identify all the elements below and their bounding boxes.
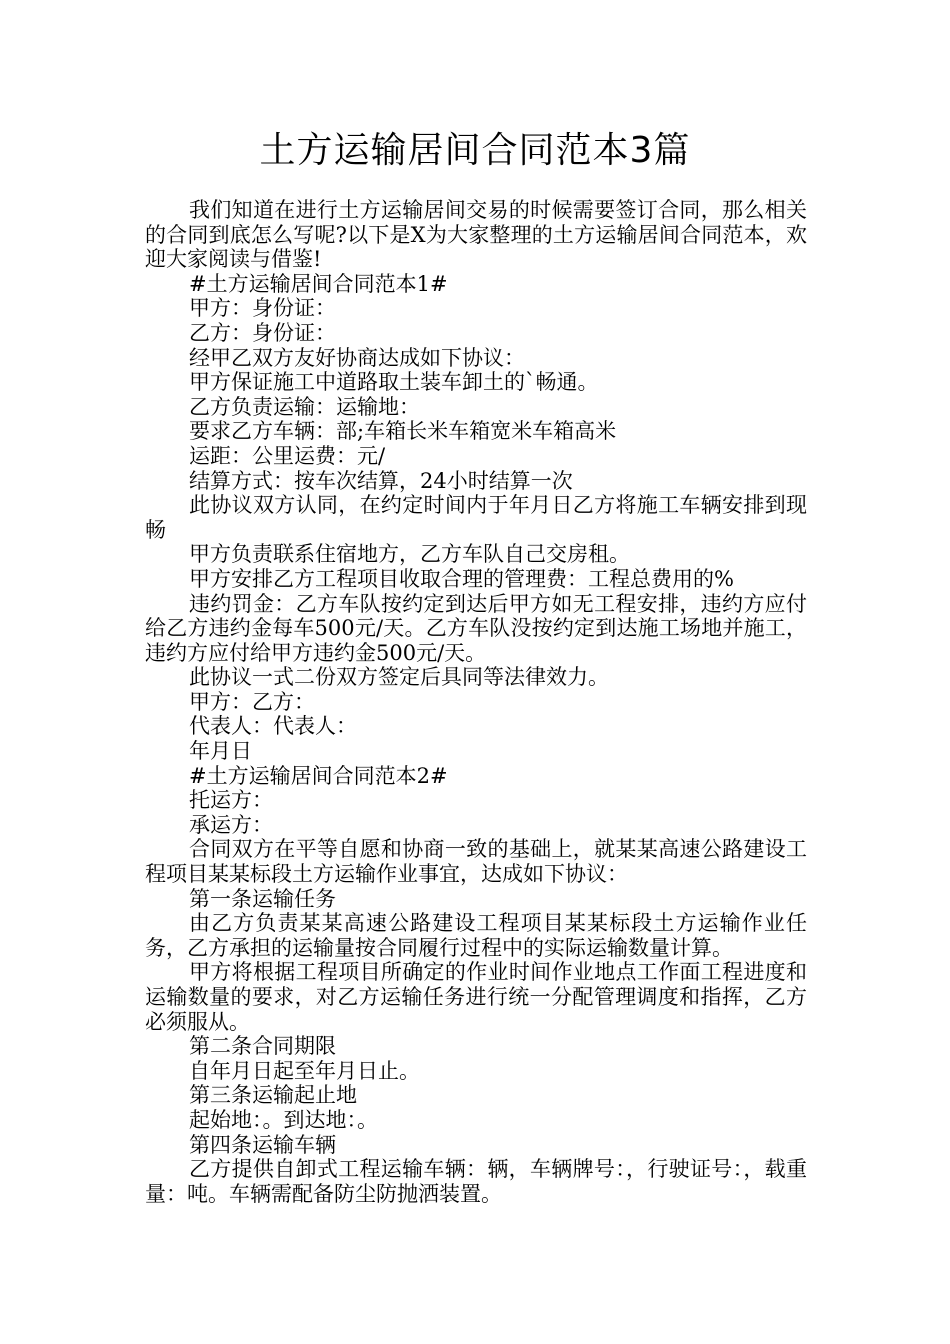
paragraph: 乙方提供自卸式工程运输车辆：辆，车辆牌号：，行驶证号：，载重量：吨。车辆需配备防尘防抛洒装置。 xyxy=(145,1157,807,1206)
paragraph: 承运方： xyxy=(189,812,273,837)
paragraph: 甲方安排乙方工程项目收取合理的管理费：工程总费用的% xyxy=(189,566,734,591)
document-title: 土方运输居间合同范本3篇 xyxy=(259,130,691,171)
paragraph: 此协议一式二份双方签定后具同等法律效力。 xyxy=(189,665,609,690)
paragraph: 甲方将根据工程项目所确定的作业时间作业地点工作面工程进度和运输数量的要求，对乙方运输任务进行统一分配管理调度和指挥，乙方必须服从。 xyxy=(145,960,807,1034)
paragraph: 乙方负责运输：运输地： xyxy=(189,394,420,419)
paragraph: 结算方式：按车次结算，24小时结算一次 xyxy=(189,468,573,493)
paragraph: 自年月日起至年月日止。 xyxy=(189,1058,420,1083)
paragraph: 乙方：身份证： xyxy=(189,320,336,345)
paragraph: 第三条运输起止地 xyxy=(189,1083,357,1108)
paragraph: 托运方： xyxy=(189,788,273,813)
paragraph: 甲方：乙方： xyxy=(189,689,315,714)
paragraph: 甲方：身份证： xyxy=(189,296,336,321)
paragraph: 我们知道在进行土方运输居间交易的时候需要签订合同，那么相关的合同到底怎么写呢?以下是X为大家整理的土方运输居间合同范本，欢迎大家阅读与借鉴! xyxy=(145,198,807,272)
paragraph: 经甲乙双方友好协商达成如下协议： xyxy=(189,345,525,370)
paragraph: 第四条运输车辆 xyxy=(189,1132,336,1157)
paragraph: 起始地：。到达地：。 xyxy=(189,1107,378,1132)
paragraph: 要求乙方车辆：部;车箱长米车箱宽米车箱高米 xyxy=(189,419,617,444)
paragraph: 甲方负责联系住宿地方，乙方车队自己交房租。 xyxy=(189,542,630,567)
paragraph: 年月日 xyxy=(189,739,252,764)
paragraph: 第一条运输任务 xyxy=(189,886,336,911)
paragraph: 由乙方负责某某高速公路建设工程项目某某标段土方运输作业任务，乙方承担的运输量按合同履行过程中的实际运输数量计算。 xyxy=(145,911,807,960)
paragraph: 第二条合同期限 xyxy=(189,1034,336,1059)
document-body xyxy=(145,198,807,1206)
paragraph: #土方运输居间合同范本2# xyxy=(189,763,448,788)
paragraph: 违约罚金：乙方车队按约定到达后甲方如无工程安排，违约方应付给乙方违约金每车500元/天。乙方车队没按约定到达施工场地并施工，违约方应付给甲方违约金500元/天。 xyxy=(145,591,807,665)
paragraph: 代表人：代表人： xyxy=(189,714,357,739)
paragraph: 此协议双方认同，在约定时间内于年月日乙方将施工车辆安排到现畅 xyxy=(145,493,807,542)
paragraph: #土方运输居间合同范本1# xyxy=(189,271,448,296)
paragraph: 甲方保证施工中道路取土装车卸土的`畅通。 xyxy=(189,370,599,395)
paragraph: 合同双方在平等自愿和协商一致的基础上，就某某高速公路建设工程项目某某标段土方运输作业事宜，达成如下协议： xyxy=(145,837,807,887)
paragraph: 运距：公里运费：元/ xyxy=(189,443,386,468)
